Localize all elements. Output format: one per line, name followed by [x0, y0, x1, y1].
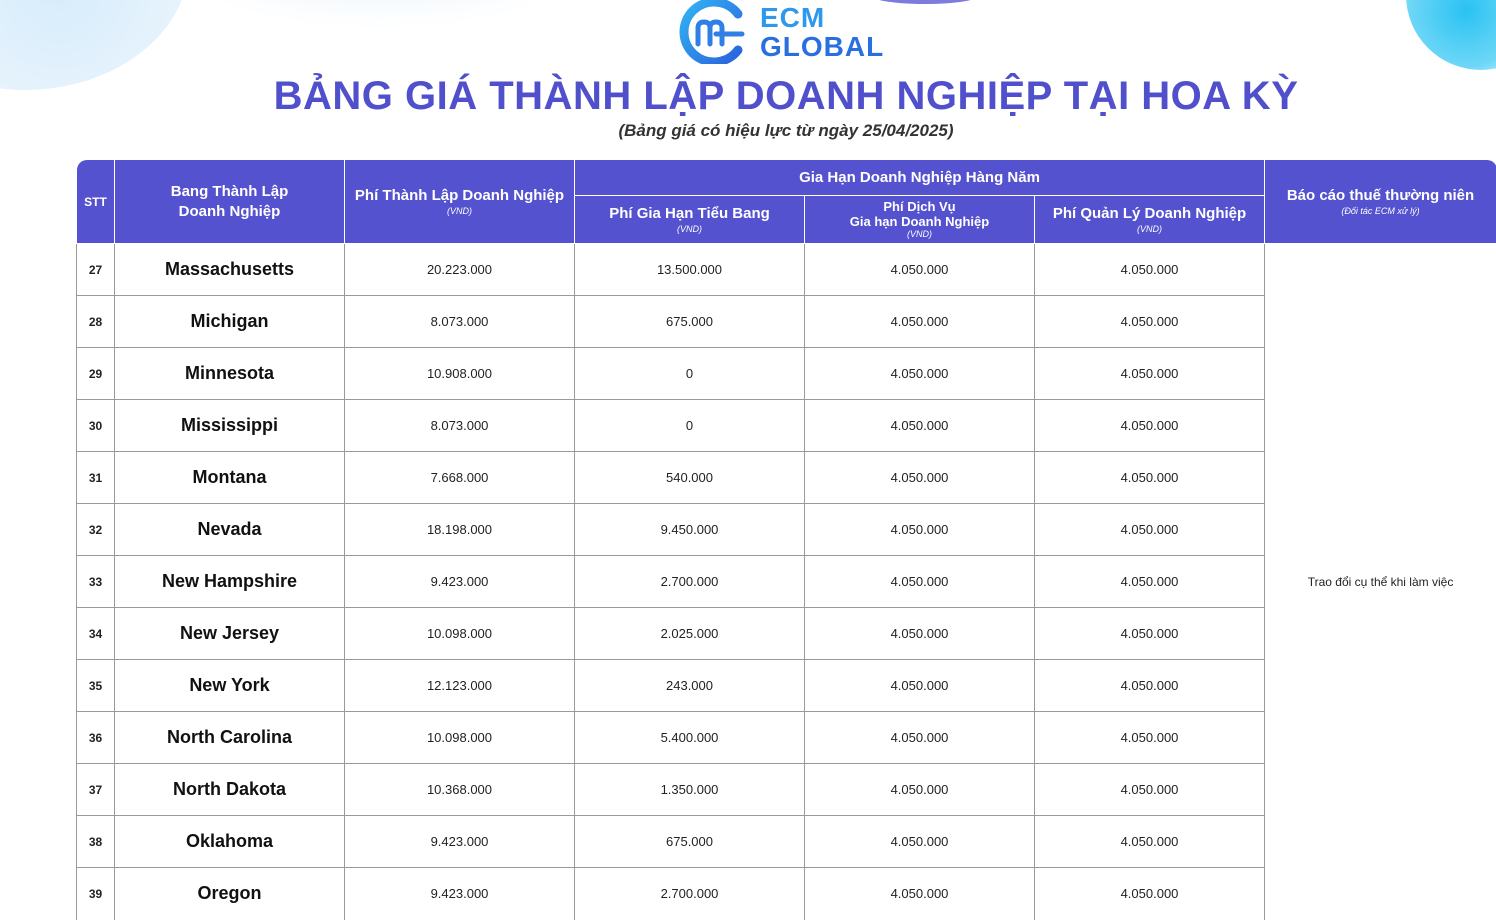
price-table	[76, 159, 1496, 920]
cell-stt: 28	[77, 296, 115, 348]
cell-stt: 34	[77, 608, 115, 660]
cell-state: Nevada	[115, 504, 345, 556]
header-setup-fee-label: Phí Thành Lập Doanh Nghiệp	[354, 187, 565, 204]
cell-management-fee: 4.050.000	[1035, 348, 1265, 400]
cell-state: Mississippi	[115, 400, 345, 452]
cell-management-fee: 4.050.000	[1035, 764, 1265, 816]
cell-setup-fee: 8.073.000	[345, 296, 575, 348]
cell-state-renewal-fee: 675.000	[575, 816, 805, 868]
cell-state-renewal-fee: 0	[575, 400, 805, 452]
cell-service-fee: 4.050.000	[805, 556, 1035, 608]
cell-management-fee: 4.050.000	[1035, 868, 1265, 920]
cell-tax-report: Trao đổi cụ thể khi làm việc	[1265, 244, 1496, 920]
header-state-renewal	[575, 196, 805, 244]
page-title: BẢNG GIÁ THÀNH LẬP DOANH NGHIỆP TẠI HOA KỲ	[273, 74, 1299, 118]
header-management-label: Phí Quản Lý Doanh Nghiệp	[1052, 205, 1247, 222]
cell-service-fee: 4.050.000	[805, 608, 1035, 660]
header-service-fee	[805, 196, 1035, 244]
cell-management-fee: 4.050.000	[1035, 660, 1265, 712]
header-state-renewal-unit: (VND)	[677, 224, 702, 234]
cell-state-renewal-fee: 2.700.000	[575, 868, 805, 920]
cell-state-renewal-fee: 540.000	[575, 452, 805, 504]
cell-management-fee: 4.050.000	[1035, 504, 1265, 556]
cell-setup-fee: 10.098.000	[345, 608, 575, 660]
cell-state-renewal-fee: 243.000	[575, 660, 805, 712]
cell-state: Massachusetts	[115, 244, 345, 296]
price-table-body	[77, 244, 1496, 920]
cell-stt: 38	[77, 816, 115, 868]
cell-state: New York	[115, 660, 345, 712]
header-service-line2: Gia hạn Doanh Nghiệp	[849, 214, 990, 229]
header-tax-report-note: (Đối tác ECM xử lý)	[1341, 206, 1420, 216]
cell-service-fee: 4.050.000	[805, 712, 1035, 764]
header-state	[115, 160, 345, 244]
cell-stt: 27	[77, 244, 115, 296]
cell-service-fee: 4.050.000	[805, 296, 1035, 348]
cell-state-renewal-fee: 1.350.000	[575, 764, 805, 816]
cell-state-renewal-fee: 9.450.000	[575, 504, 805, 556]
cell-service-fee: 4.050.000	[805, 452, 1035, 504]
cell-service-fee: 4.050.000	[805, 816, 1035, 868]
cell-state: Minnesota	[115, 348, 345, 400]
header-management-fee	[1035, 196, 1265, 244]
header-renewal-group-label: Gia Hạn Doanh Nghiệp Hàng Năm	[799, 168, 1040, 186]
cell-stt: 37	[77, 764, 115, 816]
header-service-line1: Phí Dịch Vụ	[883, 199, 956, 214]
brand-logo	[676, 0, 884, 64]
cell-state: Michigan	[115, 296, 345, 348]
cell-management-fee: 4.050.000	[1035, 452, 1265, 504]
cell-setup-fee: 20.223.000	[345, 244, 575, 296]
brand-line1: ECM	[760, 2, 826, 33]
cell-state: North Carolina	[115, 712, 345, 764]
brand-name	[760, 3, 884, 61]
cell-state-renewal-fee: 2.025.000	[575, 608, 805, 660]
header-management-unit: (VND)	[1137, 224, 1162, 234]
cell-stt: 32	[77, 504, 115, 556]
cell-state-renewal-fee: 5.400.000	[575, 712, 805, 764]
cell-management-fee: 4.050.000	[1035, 400, 1265, 452]
cell-setup-fee: 12.123.000	[345, 660, 575, 712]
cell-setup-fee: 9.423.000	[345, 868, 575, 920]
ecm-logo-icon	[676, 0, 748, 64]
header-state-renewal-label: Phí Gia Hạn Tiểu Bang	[609, 205, 770, 222]
cell-service-fee: 4.050.000	[805, 244, 1035, 296]
cell-service-fee: 4.050.000	[805, 348, 1035, 400]
table-row	[77, 244, 1496, 296]
cell-service-fee: 4.050.000	[805, 660, 1035, 712]
page-subtitle: (Bảng giá có hiệu lực từ ngày 25/04/2025)	[618, 121, 954, 140]
cell-setup-fee: 10.908.000	[345, 348, 575, 400]
header-tax-report-label: Báo cáo thuế thường niên	[1286, 187, 1475, 204]
cell-setup-fee: 7.668.000	[345, 452, 575, 504]
brand-line2: GLOBAL	[760, 31, 885, 62]
cell-stt: 33	[77, 556, 115, 608]
cell-setup-fee: 10.098.000	[345, 712, 575, 764]
cell-management-fee: 4.050.000	[1035, 712, 1265, 764]
cell-stt: 29	[77, 348, 115, 400]
cell-state-renewal-fee: 13.500.000	[575, 244, 805, 296]
cell-setup-fee: 9.423.000	[345, 816, 575, 868]
header-setup-fee	[345, 160, 575, 244]
cell-state-renewal-fee: 0	[575, 348, 805, 400]
cell-state-renewal-fee: 675.000	[575, 296, 805, 348]
decor-top-right	[1406, 0, 1496, 70]
header-setup-fee-unit: (VND)	[447, 206, 472, 216]
header-tax-report	[1265, 160, 1496, 244]
cell-management-fee: 4.050.000	[1035, 816, 1265, 868]
cell-service-fee: 4.050.000	[805, 504, 1035, 556]
decor-top-wave	[150, 0, 610, 30]
cell-service-fee: 4.050.000	[805, 764, 1035, 816]
cell-state: Oklahoma	[115, 816, 345, 868]
header-renewal-group	[575, 160, 1265, 196]
cell-state: New Jersey	[115, 608, 345, 660]
cell-setup-fee: 18.198.000	[345, 504, 575, 556]
cell-state: Montana	[115, 452, 345, 504]
cell-setup-fee: 10.368.000	[345, 764, 575, 816]
header-state-line2: Doanh Nghiệp	[178, 202, 281, 220]
cell-stt: 31	[77, 452, 115, 504]
cell-state: New Hampshire	[115, 556, 345, 608]
cell-stt: 39	[77, 868, 115, 920]
cell-stt: 30	[77, 400, 115, 452]
cell-state-renewal-fee: 2.700.000	[575, 556, 805, 608]
header-stt: STT	[77, 160, 115, 244]
decor-top-center	[870, 0, 980, 4]
cell-setup-fee: 9.423.000	[345, 556, 575, 608]
cell-state: Oregon	[115, 868, 345, 920]
cell-state: North Dakota	[115, 764, 345, 816]
cell-management-fee: 4.050.000	[1035, 244, 1265, 296]
header-service-unit: (VND)	[907, 229, 932, 239]
cell-management-fee: 4.050.000	[1035, 296, 1265, 348]
cell-stt: 36	[77, 712, 115, 764]
header-state-line1: Bang Thành Lập	[170, 182, 289, 200]
cell-service-fee: 4.050.000	[805, 868, 1035, 920]
cell-management-fee: 4.050.000	[1035, 556, 1265, 608]
cell-setup-fee: 8.073.000	[345, 400, 575, 452]
cell-service-fee: 4.050.000	[805, 400, 1035, 452]
cell-management-fee: 4.050.000	[1035, 608, 1265, 660]
cell-stt: 35	[77, 660, 115, 712]
